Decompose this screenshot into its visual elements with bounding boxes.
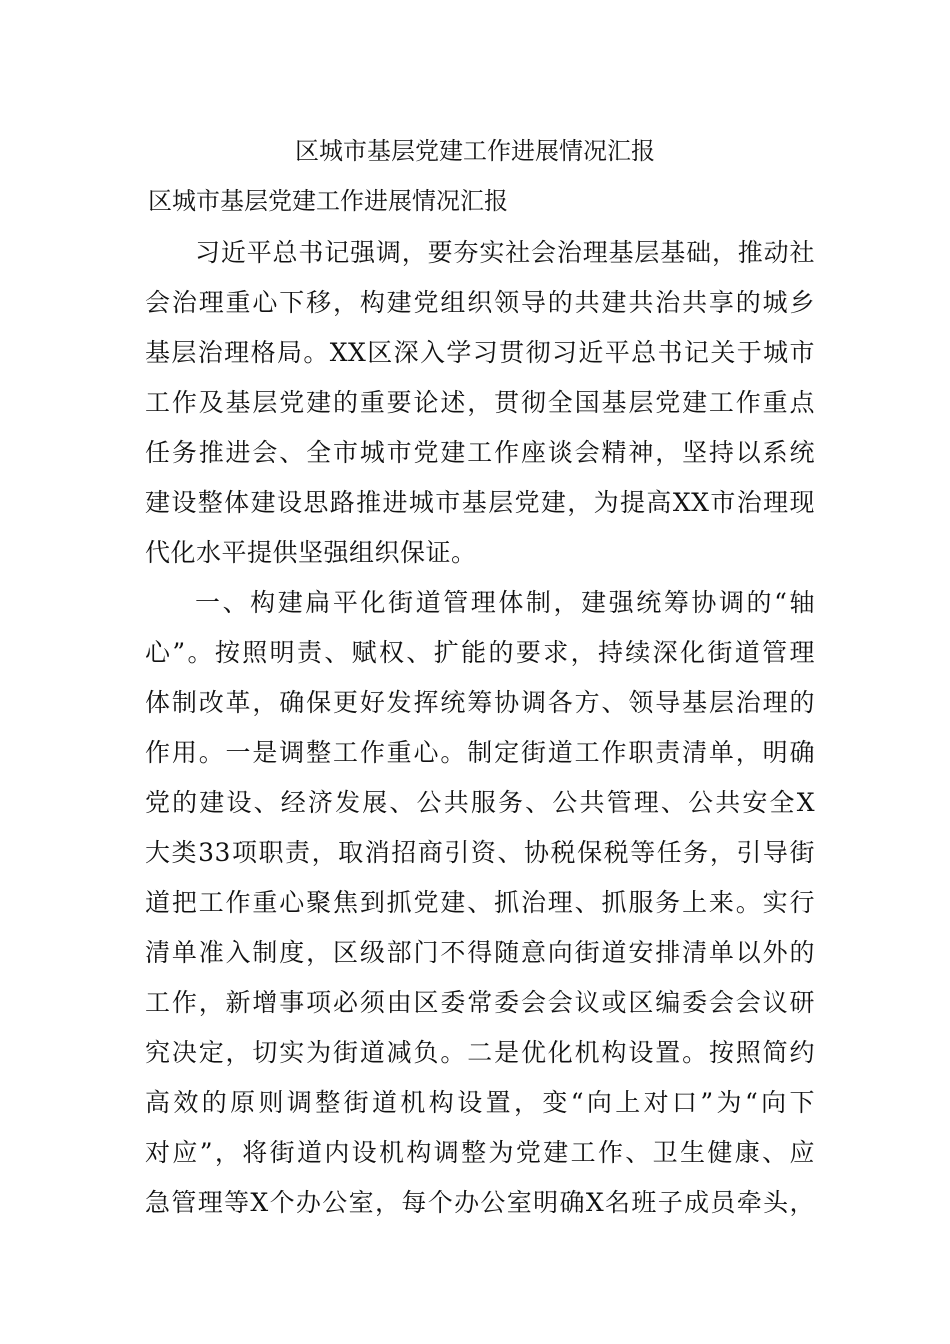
section-heading-line: 一、构建扁平化街道管理体制，建强统筹协调的“轴: [195, 588, 815, 617]
paragraph-line: 代化水平提供坚强组织保证。: [145, 538, 477, 567]
paragraph-line: 习近平总书记强调，要夯实社会治理基层基础，推动社: [195, 238, 815, 267]
paragraph-line: 心”。按照明责、赋权、扩能的要求，持续深化街道管理: [145, 638, 815, 667]
paragraph-line: 会治理重心下移，构建党组织领导的共建共治共享的城乡: [145, 288, 815, 317]
paragraph-line: 建设整体建设思路推进城市基层党建，为提高XX市治理现: [145, 488, 815, 517]
paragraph-line: 工作及基层党建的重要论述，贯彻全国基层党建工作重点: [145, 388, 815, 417]
paragraph-line: 究决定，切实为街道减负。二是优化机构设置。按照简约: [145, 1038, 815, 1067]
paragraph-line: 工作，新增事项必须由区委常委会会议或区编委会会议研: [145, 988, 815, 1017]
paragraph-line: 任务推进会、全市城市党建工作座谈会精神，坚持以系统: [145, 438, 815, 467]
paragraph-line: 对应”，将街道内设机构调整为党建工作、卫生健康、应: [145, 1138, 815, 1167]
paragraph-line: 清单准入制度，区级部门不得随意向街道安排清单以外的: [145, 938, 815, 967]
paragraph-line: 体制改革，确保更好发挥统筹协调各方、领导基层治理的: [145, 688, 815, 717]
paragraph-line: 高效的原则调整街道机构设置，变“向上对口”为“向下: [145, 1088, 815, 1117]
paragraph-line: 道把工作重心聚焦到抓党建、抓治理、抓服务上来。实行: [145, 888, 815, 917]
paragraph-line: 基层治理格局。XX区深入学习贯彻习近平总书记关于城市: [145, 338, 815, 367]
paragraph-line: 大类33项职责，取消招商引资、协税保税等任务，引导街: [145, 838, 815, 867]
paragraph-line: 党的建设、经济发展、公共服务、公共管理、公共安全X: [145, 788, 815, 817]
document-subtitle: 区城市基层党建工作进展情况汇报: [148, 187, 508, 215]
paragraph-line: 急管理等X个办公室，每个办公室明确X名班子成员牵头，: [145, 1188, 815, 1217]
document-body: [145, 228, 815, 1228]
document-title: 区城市基层党建工作进展情况汇报: [295, 137, 655, 165]
paragraph-line: 作用。一是调整工作重心。制定街道工作职责清单，明确: [145, 738, 815, 767]
